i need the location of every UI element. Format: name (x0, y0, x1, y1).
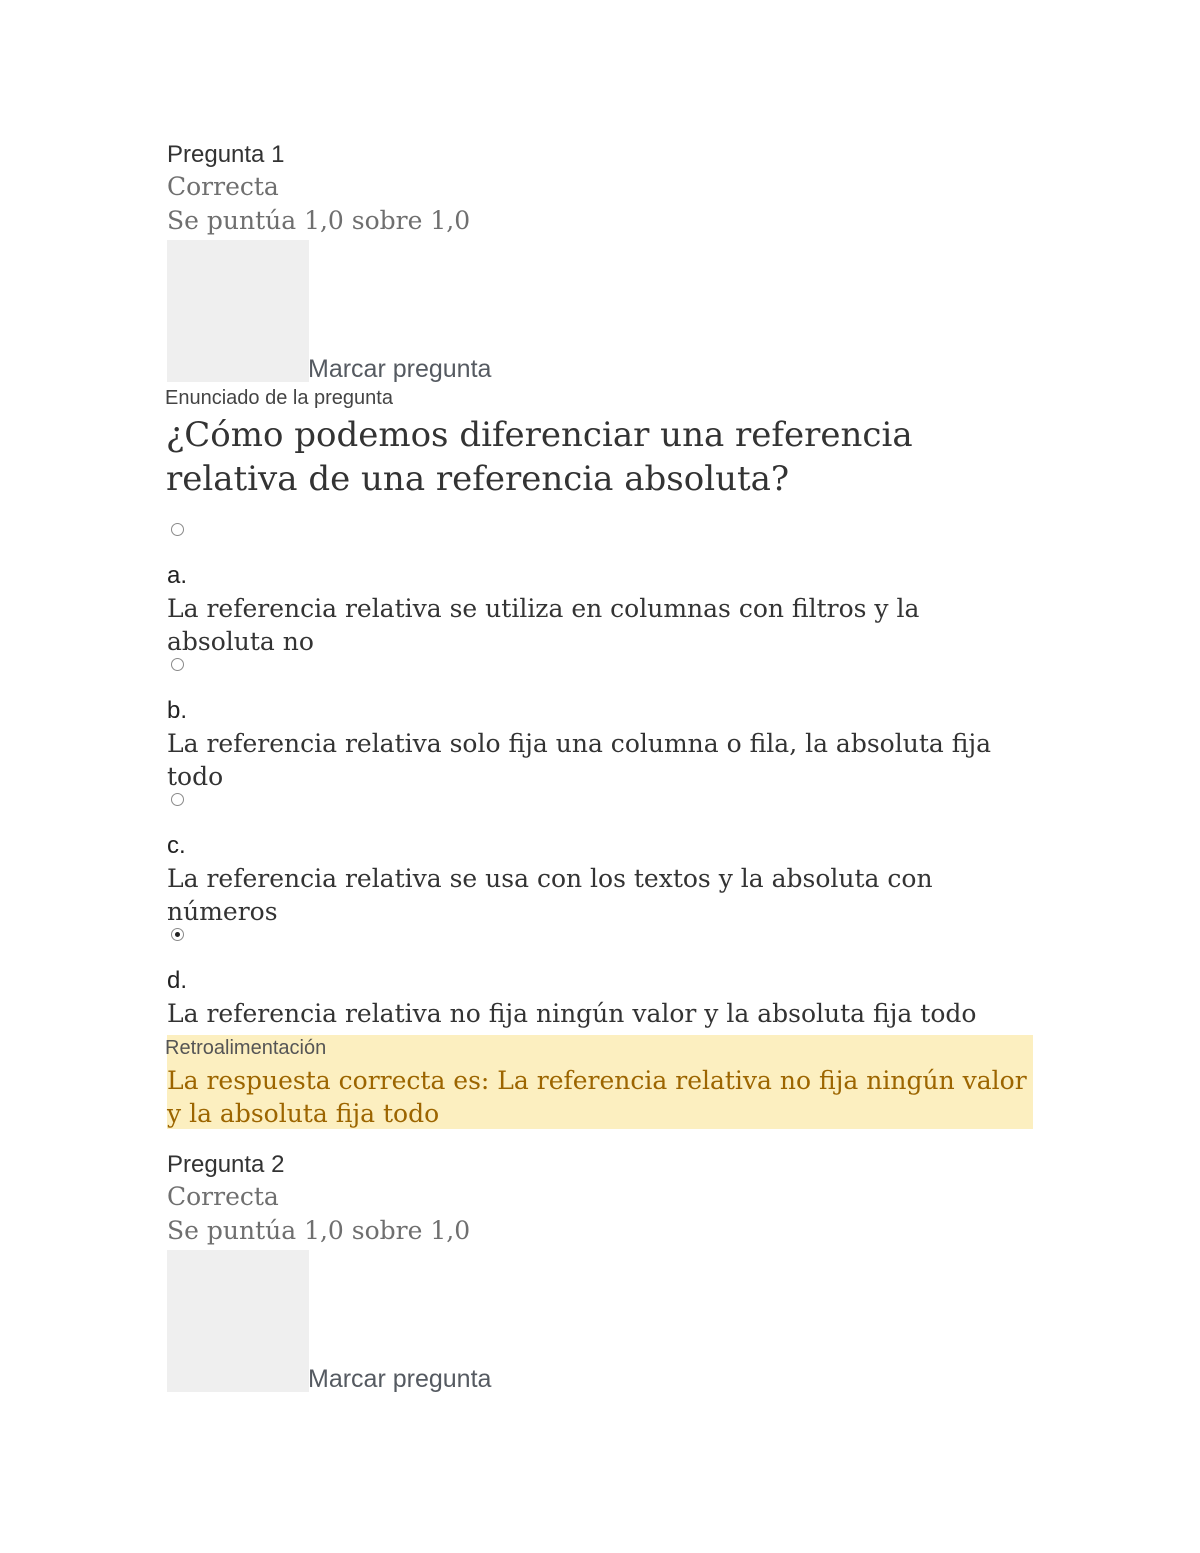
answer-option-d[interactable] (167, 928, 1033, 1030)
question-state: Correcta (167, 172, 279, 201)
radio-button[interactable] (171, 523, 184, 536)
answer-letter: c. (167, 832, 186, 859)
answer-text: La referencia relativa se usa con los textos y la absoluta con números (167, 864, 933, 926)
question-stem-text: ¿Cómo podemos diferenciar una referencia relativa de una referencia absoluta? (166, 415, 913, 499)
radio-button[interactable] (171, 658, 184, 671)
flag-area (167, 1250, 1033, 1395)
question-stem-label: Enunciado de la pregunta (165, 387, 393, 409)
flag-icon[interactable] (167, 240, 309, 382)
question-1 (167, 140, 1033, 1030)
feedback-text: La respuesta correcta es: La referencia relativa no fija ningún valor y la absoluta fija todo (167, 1066, 1027, 1128)
question-number: Pregunta 1 (167, 141, 285, 168)
feedback-box (167, 1035, 1033, 1129)
question-state: Correcta (167, 1182, 279, 1211)
answer-list (167, 523, 1033, 1030)
answer-text: La referencia relativa no fija ningún valor y la absoluta fija todo (167, 999, 977, 1028)
question-grade: Se puntúa 1,0 sobre 1,0 (167, 206, 471, 235)
feedback-label: Retroalimentación (165, 1037, 327, 1059)
answer-option-a[interactable] (167, 523, 1033, 658)
answer-letter: d. (167, 967, 188, 994)
flag-question-link[interactable]: Marcar pregunta (308, 1365, 492, 1393)
answer-text: La referencia relativa se utiliza en columnas con filtros y la absoluta no (167, 594, 920, 656)
question-grade: Se puntúa 1,0 sobre 1,0 (167, 1216, 471, 1245)
radio-button[interactable] (171, 793, 184, 806)
answer-option-c[interactable] (167, 793, 1033, 928)
flag-question-link[interactable]: Marcar pregunta (308, 355, 492, 383)
flag-area (167, 240, 1033, 385)
question-number: Pregunta 2 (167, 1151, 285, 1178)
answer-letter: a. (167, 562, 188, 589)
radio-button-selected[interactable] (171, 928, 184, 941)
question-2 (167, 1150, 1033, 1395)
flag-icon[interactable] (167, 1250, 309, 1392)
answer-letter: b. (167, 697, 188, 724)
answer-option-b[interactable] (167, 658, 1033, 793)
answer-text: La referencia relativa solo fija una columna o fila, la absoluta fija todo (167, 729, 992, 791)
